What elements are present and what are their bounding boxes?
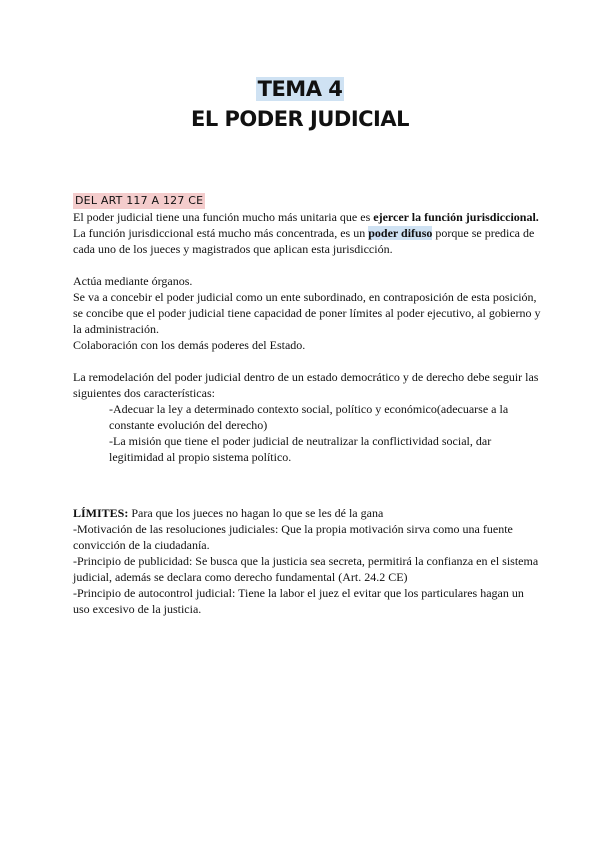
paragraph-limits: LÍMITES: Para que los jueces no hagan lo que se les dé la gana <box>73 506 384 520</box>
paragraph-unitary: El poder judicial tiene una función mucho más unitaria que es ejercer la función jurisdiccional. <box>73 210 539 224</box>
list-item: -Motivación de las resoluciones judiciales: Que la propia motivación sirva como una fuente convicción de la ciudadanía. <box>73 522 513 552</box>
list-item: -La misión que tiene el poder judicial de neutralizar la conflictividad social, dar legitimidad al propio sistema político. <box>109 434 492 464</box>
title-block <box>0 74 600 134</box>
paragraph-remodel: La remodelación del poder judicial dentro de un estado democrático y de derecho debe seguir las siguientes dos características: <box>73 370 539 400</box>
document-body <box>73 192 543 617</box>
paragraph-concentrated: La función jurisdiccional está mucho más concentrada, es un poder difuso porque se predica de cada uno de los jueces y magistrados que aplican esta jurisdicción. <box>73 226 535 256</box>
limits-label: LÍMITES: <box>73 506 129 520</box>
title-tema: TEMA 4 <box>257 77 343 101</box>
highlighted-phrase: poder difuso <box>368 226 433 240</box>
bold-phrase: ejercer la función jurisdiccional. <box>373 210 539 224</box>
subheading: DEL ART 117 A 127 CE <box>75 194 204 207</box>
paragraph-collaboration: Colaboración con los demás poderes del Estado. <box>73 338 306 352</box>
title-main: EL PODER JUDICIAL <box>190 107 409 131</box>
paragraph-organs: Actúa mediante órganos. <box>73 274 193 288</box>
list-item: -Adecuar la ley a determinado contexto social, político y económico(adecuarse a la constante evolución del derecho) <box>109 402 509 432</box>
paragraph-subordinate: Se va a concebir el poder judicial como un ente subordinado, en contraposición de esta posición, se concibe que el poder judicial tiene capacidad de poner límites al poder ejecutivo, al gobierno y la administración. <box>73 290 541 336</box>
list-item: -Principio de autocontrol judicial: Tiene la labor el juez el evitar que los particulares hagan un uso excesivo de la justicia. <box>73 586 524 616</box>
list-item: -Principio de publicidad: Se busca que la justicia sea secreta, permitirá la confianza en el sistema judicial, además se declara como derecho fundamental (Art. 24.2 CE) <box>73 554 539 584</box>
